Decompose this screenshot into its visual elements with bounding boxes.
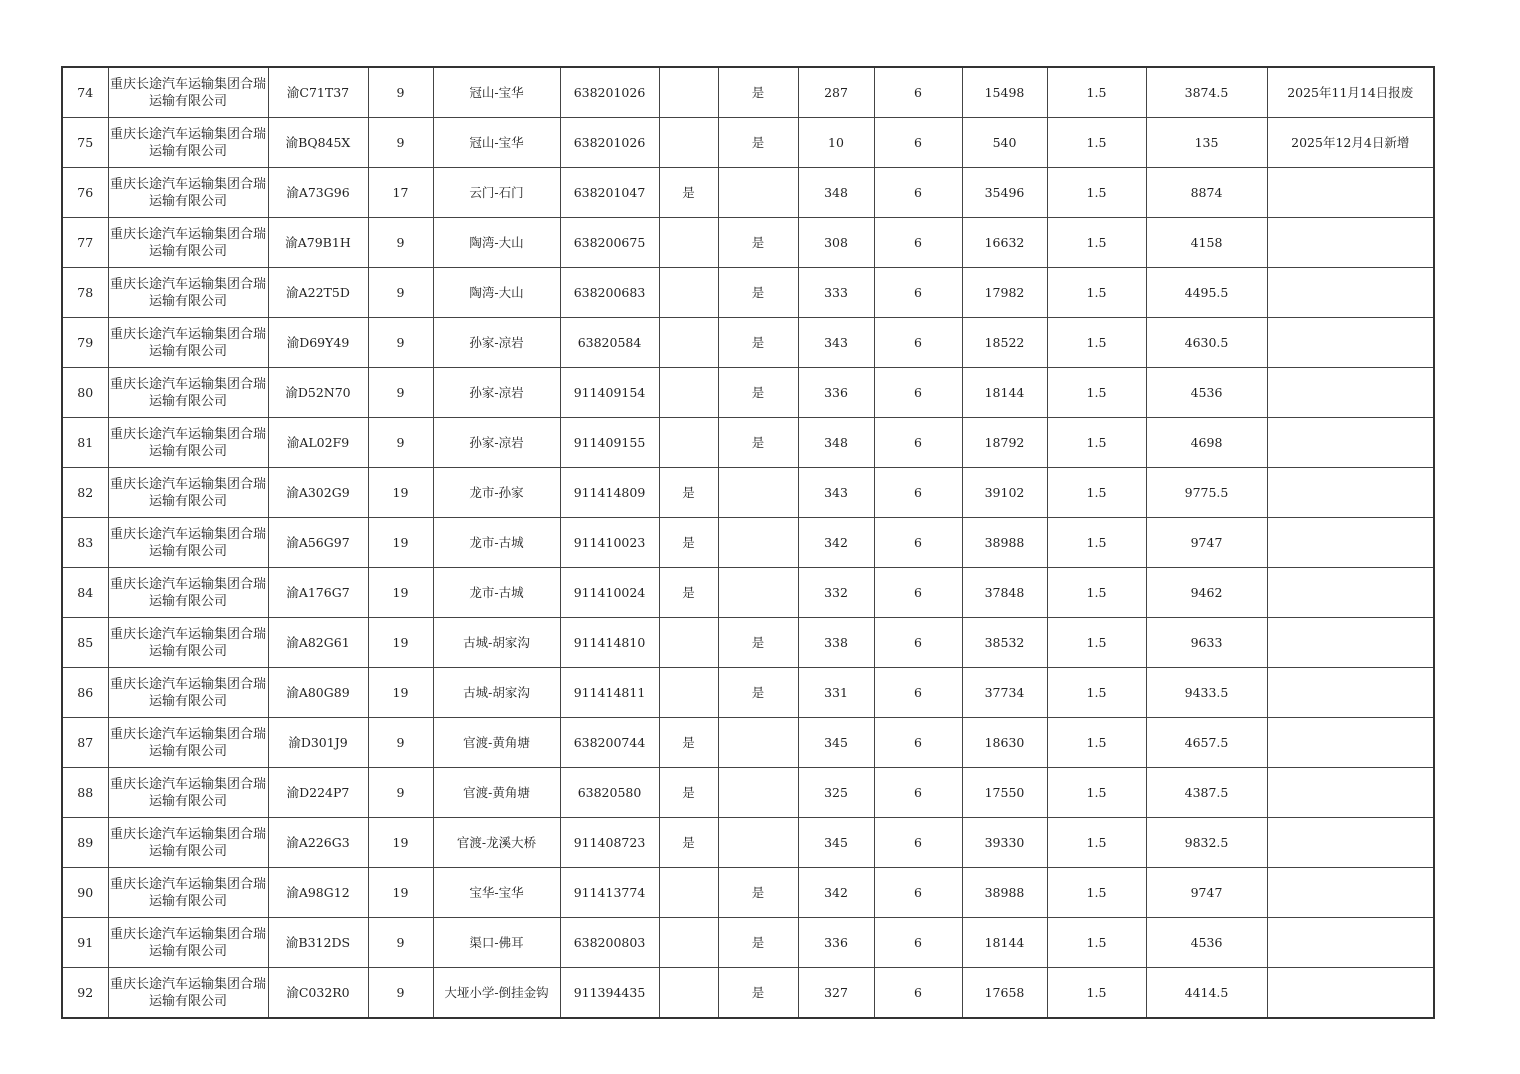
company-cell: 重庆长途汽车运输集团合瑞运输有限公司 — [108, 918, 268, 968]
flag-b-cell: 是 — [718, 668, 798, 718]
route-cell: 孙家-凉岩 — [433, 318, 560, 368]
plate-number-cell: 渝A226G3 — [268, 818, 368, 868]
row-number-cell: 82 — [62, 468, 108, 518]
amount-cell: 18522 — [962, 318, 1047, 368]
row-number-cell: 76 — [62, 168, 108, 218]
amount-cell: 17658 — [962, 968, 1047, 1019]
factor-cell: 1.5 — [1047, 368, 1146, 418]
plate-number-cell: 渝D52N70 — [268, 368, 368, 418]
rate-cell: 6 — [874, 418, 962, 468]
table-row — [62, 67, 1434, 118]
amount-cell: 18792 — [962, 418, 1047, 468]
plate-number-cell: 渝D69Y49 — [268, 318, 368, 368]
note-cell — [1267, 818, 1434, 868]
row-number-cell: 87 — [62, 718, 108, 768]
flag-a-cell — [659, 67, 718, 118]
subsidy-cell: 9747 — [1146, 518, 1267, 568]
code-cell: 638201026 — [560, 118, 659, 168]
flag-b-cell: 是 — [718, 368, 798, 418]
amount-cell: 38988 — [962, 518, 1047, 568]
factor-cell: 1.5 — [1047, 418, 1146, 468]
flag-b-cell — [718, 768, 798, 818]
route-cell: 冠山-宝华 — [433, 118, 560, 168]
days-cell: 342 — [798, 518, 874, 568]
data-table — [61, 66, 1435, 1019]
factor-cell: 1.5 — [1047, 468, 1146, 518]
company-cell: 重庆长途汽车运输集团合瑞运输有限公司 — [108, 218, 268, 268]
days-cell: 338 — [798, 618, 874, 668]
subsidy-cell: 4630.5 — [1146, 318, 1267, 368]
factor-cell: 1.5 — [1047, 818, 1146, 868]
subsidy-cell: 4414.5 — [1146, 968, 1267, 1019]
days-cell: 327 — [798, 968, 874, 1019]
note-cell — [1267, 868, 1434, 918]
factor-cell: 1.5 — [1047, 918, 1146, 968]
factor-cell: 1.5 — [1047, 568, 1146, 618]
rate-cell: 6 — [874, 718, 962, 768]
route-cell: 龙市-古城 — [433, 568, 560, 618]
plate-number-cell: 渝D224P7 — [268, 768, 368, 818]
route-cell: 陶湾-大山 — [433, 218, 560, 268]
note-cell — [1267, 518, 1434, 568]
rate-cell: 6 — [874, 218, 962, 268]
company-cell: 重庆长途汽车运输集团合瑞运输有限公司 — [108, 468, 268, 518]
rate-cell: 6 — [874, 618, 962, 668]
note-cell — [1267, 718, 1434, 768]
seats-cell: 9 — [368, 768, 433, 818]
flag-b-cell: 是 — [718, 67, 798, 118]
amount-cell: 38988 — [962, 868, 1047, 918]
days-cell: 342 — [798, 868, 874, 918]
factor-cell: 1.5 — [1047, 768, 1146, 818]
subsidy-cell: 9433.5 — [1146, 668, 1267, 718]
flag-a-cell: 是 — [659, 768, 718, 818]
flag-a-cell — [659, 218, 718, 268]
plate-number-cell: 渝A82G61 — [268, 618, 368, 668]
factor-cell: 1.5 — [1047, 268, 1146, 318]
plate-number-cell: 渝A176G7 — [268, 568, 368, 618]
table-row — [62, 818, 1434, 868]
rate-cell: 6 — [874, 668, 962, 718]
factor-cell: 1.5 — [1047, 618, 1146, 668]
rate-cell: 6 — [874, 268, 962, 318]
flag-a-cell — [659, 118, 718, 168]
flag-b-cell: 是 — [718, 968, 798, 1019]
rate-cell: 6 — [874, 67, 962, 118]
route-cell: 孙家-凉岩 — [433, 418, 560, 468]
row-number-cell: 81 — [62, 418, 108, 468]
row-number-cell: 89 — [62, 818, 108, 868]
flag-a-cell — [659, 618, 718, 668]
table-row — [62, 518, 1434, 568]
days-cell: 10 — [798, 118, 874, 168]
seats-cell: 9 — [368, 318, 433, 368]
company-cell: 重庆长途汽车运输集团合瑞运输有限公司 — [108, 268, 268, 318]
days-cell: 333 — [798, 268, 874, 318]
flag-a-cell: 是 — [659, 518, 718, 568]
row-number-cell: 80 — [62, 368, 108, 418]
flag-a-cell: 是 — [659, 568, 718, 618]
seats-cell: 9 — [368, 718, 433, 768]
row-number-cell: 79 — [62, 318, 108, 368]
seats-cell: 9 — [368, 368, 433, 418]
note-cell — [1267, 468, 1434, 518]
code-cell: 638200744 — [560, 718, 659, 768]
route-cell: 大垭小学-倒挂金钩 — [433, 968, 560, 1019]
flag-a-cell — [659, 668, 718, 718]
days-cell: 287 — [798, 67, 874, 118]
flag-b-cell — [718, 818, 798, 868]
subsidy-cell: 4387.5 — [1146, 768, 1267, 818]
note-cell — [1267, 168, 1434, 218]
route-cell: 孙家-凉岩 — [433, 368, 560, 418]
note-cell — [1267, 418, 1434, 468]
days-cell: 348 — [798, 168, 874, 218]
table-row — [62, 318, 1434, 368]
row-number-cell: 84 — [62, 568, 108, 618]
note-cell — [1267, 568, 1434, 618]
plate-number-cell: 渝A22T5D — [268, 268, 368, 318]
seats-cell: 9 — [368, 218, 433, 268]
amount-cell: 39330 — [962, 818, 1047, 868]
seats-cell: 9 — [368, 268, 433, 318]
code-cell: 911414809 — [560, 468, 659, 518]
amount-cell: 16632 — [962, 218, 1047, 268]
note-cell: 2025年11月14日报废 — [1267, 67, 1434, 118]
route-cell: 云门-石门 — [433, 168, 560, 218]
route-cell: 冠山-宝华 — [433, 67, 560, 118]
amount-cell: 18630 — [962, 718, 1047, 768]
plate-number-cell: 渝A98G12 — [268, 868, 368, 918]
amount-cell: 17982 — [962, 268, 1047, 318]
flag-a-cell — [659, 318, 718, 368]
flag-b-cell: 是 — [718, 218, 798, 268]
note-cell — [1267, 218, 1434, 268]
company-cell: 重庆长途汽车运输集团合瑞运输有限公司 — [108, 618, 268, 668]
table-row — [62, 468, 1434, 518]
subsidy-cell: 9775.5 — [1146, 468, 1267, 518]
company-cell: 重庆长途汽车运输集团合瑞运输有限公司 — [108, 168, 268, 218]
seats-cell: 9 — [368, 118, 433, 168]
code-cell: 638200683 — [560, 268, 659, 318]
note-cell — [1267, 318, 1434, 368]
rate-cell: 6 — [874, 368, 962, 418]
code-cell: 911408723 — [560, 818, 659, 868]
row-number-cell: 75 — [62, 118, 108, 168]
code-cell: 911413774 — [560, 868, 659, 918]
flag-a-cell: 是 — [659, 468, 718, 518]
table-row — [62, 768, 1434, 818]
factor-cell: 1.5 — [1047, 668, 1146, 718]
company-cell: 重庆长途汽车运输集团合瑞运输有限公司 — [108, 818, 268, 868]
route-cell: 官渡-黄角塘 — [433, 768, 560, 818]
days-cell: 325 — [798, 768, 874, 818]
days-cell: 345 — [798, 718, 874, 768]
amount-cell: 37734 — [962, 668, 1047, 718]
factor-cell: 1.5 — [1047, 118, 1146, 168]
subsidy-cell: 3874.5 — [1146, 67, 1267, 118]
company-cell: 重庆长途汽车运输集团合瑞运输有限公司 — [108, 568, 268, 618]
route-cell: 宝华-宝华 — [433, 868, 560, 918]
rate-cell: 6 — [874, 868, 962, 918]
rate-cell: 6 — [874, 568, 962, 618]
amount-cell: 35496 — [962, 168, 1047, 218]
subsidy-cell: 4536 — [1146, 368, 1267, 418]
route-cell: 官渡-黄角塘 — [433, 718, 560, 768]
seats-cell: 19 — [368, 818, 433, 868]
note-cell — [1267, 918, 1434, 968]
days-cell: 343 — [798, 318, 874, 368]
subsidy-cell: 9633 — [1146, 618, 1267, 668]
plate-number-cell: 渝BQ845X — [268, 118, 368, 168]
days-cell: 336 — [798, 368, 874, 418]
route-cell: 官渡-龙溪大桥 — [433, 818, 560, 868]
amount-cell: 17550 — [962, 768, 1047, 818]
route-cell: 古城-胡家沟 — [433, 668, 560, 718]
flag-b-cell: 是 — [718, 318, 798, 368]
factor-cell: 1.5 — [1047, 318, 1146, 368]
plate-number-cell: 渝A79B1H — [268, 218, 368, 268]
subsidy-cell: 9747 — [1146, 868, 1267, 918]
table-body — [62, 67, 1434, 1018]
subsidy-cell: 4536 — [1146, 918, 1267, 968]
amount-cell: 39102 — [962, 468, 1047, 518]
company-cell: 重庆长途汽车运输集团合瑞运输有限公司 — [108, 67, 268, 118]
route-cell: 龙市-古城 — [433, 518, 560, 568]
subsidy-cell: 4495.5 — [1146, 268, 1267, 318]
plate-number-cell: 渝A73G96 — [268, 168, 368, 218]
seats-cell: 19 — [368, 618, 433, 668]
row-number-cell: 85 — [62, 618, 108, 668]
table-row — [62, 668, 1434, 718]
seats-cell: 9 — [368, 418, 433, 468]
note-cell — [1267, 968, 1434, 1019]
plate-number-cell: 渝C032R0 — [268, 968, 368, 1019]
flag-b-cell — [718, 468, 798, 518]
days-cell: 331 — [798, 668, 874, 718]
amount-cell: 38532 — [962, 618, 1047, 668]
note-cell — [1267, 768, 1434, 818]
flag-a-cell: 是 — [659, 818, 718, 868]
rate-cell: 6 — [874, 918, 962, 968]
plate-number-cell: 渝A80G89 — [268, 668, 368, 718]
flag-b-cell — [718, 568, 798, 618]
rate-cell: 6 — [874, 168, 962, 218]
row-number-cell: 92 — [62, 968, 108, 1019]
plate-number-cell: 渝A56G97 — [268, 518, 368, 568]
code-cell: 911410024 — [560, 568, 659, 618]
days-cell: 343 — [798, 468, 874, 518]
company-cell: 重庆长途汽车运输集团合瑞运输有限公司 — [108, 368, 268, 418]
code-cell: 911394435 — [560, 968, 659, 1019]
days-cell: 332 — [798, 568, 874, 618]
company-cell: 重庆长途汽车运输集团合瑞运输有限公司 — [108, 968, 268, 1019]
table-row — [62, 368, 1434, 418]
amount-cell: 37848 — [962, 568, 1047, 618]
flag-b-cell — [718, 168, 798, 218]
subsidy-cell: 8874 — [1146, 168, 1267, 218]
amount-cell: 15498 — [962, 67, 1047, 118]
code-cell: 911409154 — [560, 368, 659, 418]
rate-cell: 6 — [874, 518, 962, 568]
row-number-cell: 91 — [62, 918, 108, 968]
plate-number-cell: 渝B312DS — [268, 918, 368, 968]
code-cell: 911409155 — [560, 418, 659, 468]
flag-b-cell: 是 — [718, 918, 798, 968]
company-cell: 重庆长途汽车运输集团合瑞运输有限公司 — [108, 418, 268, 468]
plate-number-cell: 渝C71T37 — [268, 67, 368, 118]
code-cell: 911414811 — [560, 668, 659, 718]
table-row — [62, 918, 1434, 968]
rate-cell: 6 — [874, 818, 962, 868]
company-cell: 重庆长途汽车运输集团合瑞运输有限公司 — [108, 518, 268, 568]
table-row — [62, 718, 1434, 768]
table-row — [62, 268, 1434, 318]
code-cell: 638200803 — [560, 918, 659, 968]
code-cell: 638201047 — [560, 168, 659, 218]
flag-b-cell: 是 — [718, 268, 798, 318]
amount-cell: 18144 — [962, 918, 1047, 968]
route-cell: 古城-胡家沟 — [433, 618, 560, 668]
code-cell: 638200675 — [560, 218, 659, 268]
flag-b-cell — [718, 518, 798, 568]
flag-a-cell — [659, 918, 718, 968]
note-cell — [1267, 618, 1434, 668]
flag-a-cell — [659, 868, 718, 918]
row-number-cell: 90 — [62, 868, 108, 918]
company-cell: 重庆长途汽车运输集团合瑞运输有限公司 — [108, 118, 268, 168]
factor-cell: 1.5 — [1047, 518, 1146, 568]
amount-cell: 18144 — [962, 368, 1047, 418]
days-cell: 308 — [798, 218, 874, 268]
code-cell: 63820584 — [560, 318, 659, 368]
table-row — [62, 618, 1434, 668]
rate-cell: 6 — [874, 118, 962, 168]
plate-number-cell: 渝D301J9 — [268, 718, 368, 768]
row-number-cell: 77 — [62, 218, 108, 268]
seats-cell: 19 — [368, 468, 433, 518]
factor-cell: 1.5 — [1047, 968, 1146, 1019]
route-cell: 渠口-佛耳 — [433, 918, 560, 968]
flag-b-cell: 是 — [718, 868, 798, 918]
company-cell: 重庆长途汽车运输集团合瑞运输有限公司 — [108, 768, 268, 818]
flag-a-cell — [659, 968, 718, 1019]
company-cell: 重庆长途汽车运输集团合瑞运输有限公司 — [108, 718, 268, 768]
code-cell: 911414810 — [560, 618, 659, 668]
row-number-cell: 78 — [62, 268, 108, 318]
plate-number-cell: 渝AL02F9 — [268, 418, 368, 468]
flag-a-cell: 是 — [659, 718, 718, 768]
company-cell: 重庆长途汽车运输集团合瑞运输有限公司 — [108, 318, 268, 368]
subsidy-cell: 135 — [1146, 118, 1267, 168]
rate-cell: 6 — [874, 468, 962, 518]
days-cell: 348 — [798, 418, 874, 468]
flag-b-cell: 是 — [718, 418, 798, 468]
flag-a-cell — [659, 418, 718, 468]
seats-cell: 19 — [368, 668, 433, 718]
rate-cell: 6 — [874, 768, 962, 818]
row-number-cell: 86 — [62, 668, 108, 718]
flag-a-cell — [659, 268, 718, 318]
subsidy-cell: 4158 — [1146, 218, 1267, 268]
row-number-cell: 88 — [62, 768, 108, 818]
table-row — [62, 118, 1434, 168]
flag-b-cell: 是 — [718, 618, 798, 668]
seats-cell: 19 — [368, 868, 433, 918]
table-row — [62, 418, 1434, 468]
days-cell: 345 — [798, 818, 874, 868]
flag-a-cell: 是 — [659, 168, 718, 218]
route-cell: 龙市-孙家 — [433, 468, 560, 518]
factor-cell: 1.5 — [1047, 868, 1146, 918]
flag-b-cell — [718, 718, 798, 768]
flag-a-cell — [659, 368, 718, 418]
note-cell — [1267, 668, 1434, 718]
subsidy-cell: 9462 — [1146, 568, 1267, 618]
seats-cell: 9 — [368, 67, 433, 118]
note-cell: 2025年12月4日新增 — [1267, 118, 1434, 168]
factor-cell: 1.5 — [1047, 67, 1146, 118]
note-cell — [1267, 268, 1434, 318]
amount-cell: 540 — [962, 118, 1047, 168]
table-row — [62, 168, 1434, 218]
row-number-cell: 83 — [62, 518, 108, 568]
route-cell: 陶湾-大山 — [433, 268, 560, 318]
subsidy-cell: 4657.5 — [1146, 718, 1267, 768]
row-number-cell: 74 — [62, 67, 108, 118]
code-cell: 63820580 — [560, 768, 659, 818]
rate-cell: 6 — [874, 968, 962, 1019]
rate-cell: 6 — [874, 318, 962, 368]
plate-number-cell: 渝A302G9 — [268, 468, 368, 518]
flag-b-cell: 是 — [718, 118, 798, 168]
subsidy-cell: 9832.5 — [1146, 818, 1267, 868]
company-cell: 重庆长途汽车运输集团合瑞运输有限公司 — [108, 668, 268, 718]
table-row — [62, 868, 1434, 918]
seats-cell: 19 — [368, 568, 433, 618]
seats-cell: 19 — [368, 518, 433, 568]
table-row — [62, 968, 1434, 1019]
code-cell: 911410023 — [560, 518, 659, 568]
days-cell: 336 — [798, 918, 874, 968]
seats-cell: 17 — [368, 168, 433, 218]
factor-cell: 1.5 — [1047, 168, 1146, 218]
seats-cell: 9 — [368, 918, 433, 968]
code-cell: 638201026 — [560, 67, 659, 118]
company-cell: 重庆长途汽车运输集团合瑞运输有限公司 — [108, 868, 268, 918]
seats-cell: 9 — [368, 968, 433, 1019]
subsidy-cell: 4698 — [1146, 418, 1267, 468]
factor-cell: 1.5 — [1047, 218, 1146, 268]
note-cell — [1267, 368, 1434, 418]
table-row — [62, 568, 1434, 618]
table-row — [62, 218, 1434, 268]
factor-cell: 1.5 — [1047, 718, 1146, 768]
